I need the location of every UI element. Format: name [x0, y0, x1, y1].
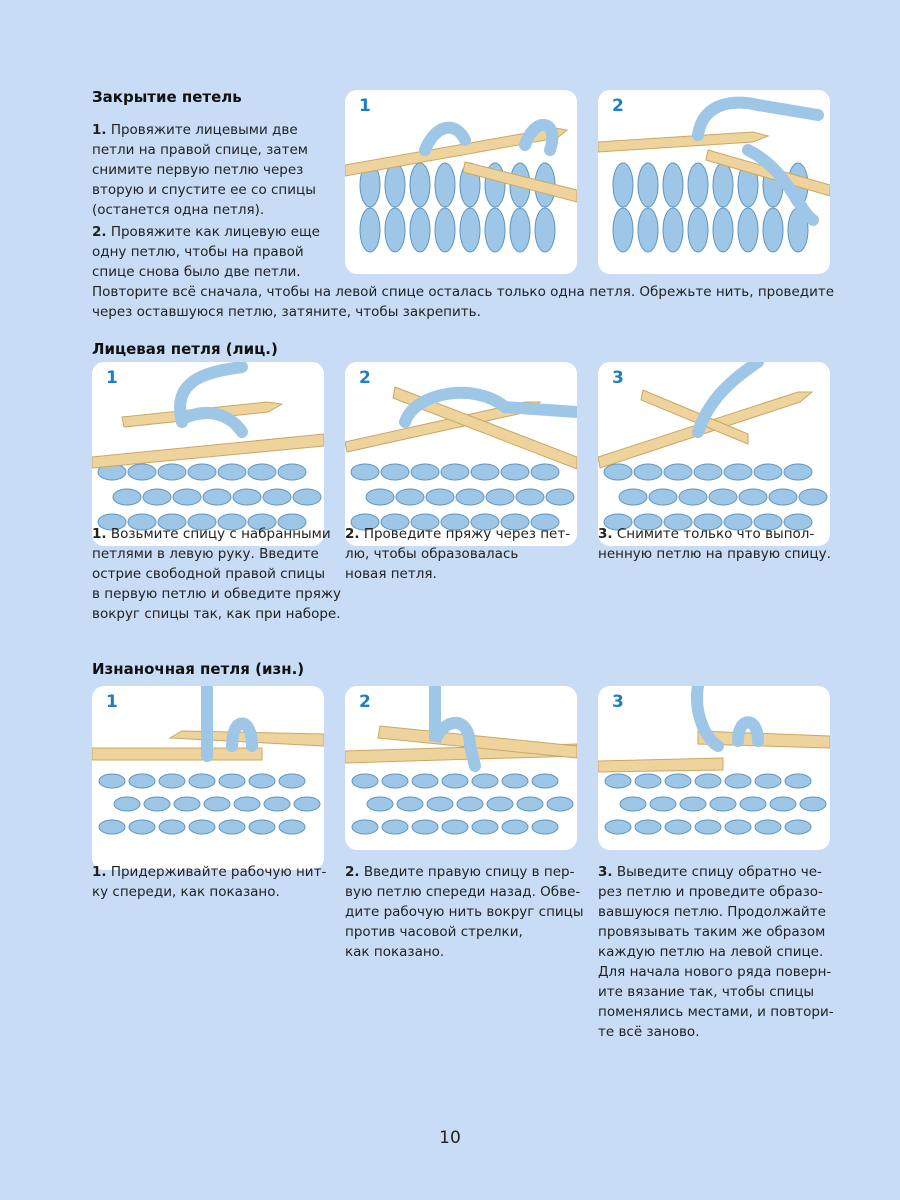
- step-text-line: поменялись местами, и повтори-: [598, 1004, 834, 1020]
- continue-text-line: через оставшуюся петлю, затяните, чтобы закрепить.: [92, 304, 481, 320]
- step-text-line: острие свободной правой спицы: [92, 566, 326, 582]
- step-text-line: ите вязание так, чтобы спицы: [598, 984, 815, 1000]
- bindoff-step-2: [92, 222, 320, 282]
- step-text-line: как показано.: [345, 944, 445, 960]
- step-number: 1.: [92, 864, 107, 880]
- step-text-line: дите рабочую нить вокруг спицы: [345, 904, 584, 920]
- step-text-line: каждую петлю на левой спице.: [598, 944, 824, 960]
- step-text-line: снимите первую петлю через: [92, 162, 304, 178]
- knitting-illustration: [345, 90, 577, 274]
- step-text-line: вавшуюся петлю. Продолжайте: [598, 904, 826, 920]
- step-text-line: вую петлю спереди назад. Обве-: [345, 884, 581, 900]
- purl-step-1: [92, 862, 326, 902]
- step-text-line: Для начала нового ряда поверн-: [598, 964, 832, 980]
- panel-number: 1: [106, 692, 118, 712]
- knit-illustration-2: [345, 362, 577, 546]
- step-text-line: вторую и спустите ее со спицы: [92, 182, 316, 198]
- knitting-illustration: [92, 686, 324, 850]
- step-text-line: (останется одна петля).: [92, 202, 265, 218]
- knit-step-3: [598, 524, 831, 564]
- bindoff-illustration-2: [598, 90, 830, 274]
- knit-step-1: [92, 524, 341, 624]
- panel-number: 2: [359, 692, 371, 712]
- bindoff-step-1: [92, 120, 316, 220]
- bindoff-continue-text: [92, 282, 834, 322]
- panel-number: 2: [612, 96, 624, 116]
- step-text-line: Введите правую спицу в пер-: [363, 864, 575, 880]
- bindoff-heading: Закрытие петель: [92, 88, 242, 106]
- knitting-illustration: [598, 362, 830, 546]
- knit-step-2: [345, 524, 570, 584]
- bindoff-illustration-1: [345, 90, 577, 274]
- step-number: 2.: [345, 526, 360, 542]
- purl-step-2: [345, 862, 584, 962]
- step-text-line: петлями в левую руку. Введите: [92, 546, 319, 562]
- knitting-illustration: [598, 686, 830, 850]
- knit-illustration-1: [92, 362, 324, 546]
- step-text-line: лю, чтобы образовалась: [345, 546, 519, 562]
- step-number: 1.: [92, 122, 107, 138]
- purl-illustration-2: [345, 686, 577, 850]
- page-number: 10: [439, 1128, 461, 1148]
- knitting-illustration: [345, 362, 577, 546]
- step-text-line: новая петля.: [345, 566, 437, 582]
- step-text-line: Возьмите спицу с набранными: [110, 526, 331, 542]
- knitting-illustration: [598, 90, 830, 274]
- panel-number: 1: [106, 368, 118, 388]
- knit-illustration-3: [598, 362, 830, 546]
- purl-illustration-3: [598, 686, 830, 850]
- step-text-line: Выведите спицу обратно че-: [616, 864, 822, 880]
- panel-number: 3: [612, 692, 624, 712]
- knit-stitch-heading: Лицевая петля (лиц.): [92, 340, 278, 358]
- step-number: 3.: [598, 526, 613, 542]
- panel-number: 1: [359, 96, 371, 116]
- step-number: 1.: [92, 526, 107, 542]
- step-text-line: Провяжите лицевыми две: [110, 122, 298, 138]
- panel-number: 3: [612, 368, 624, 388]
- step-text-line: провязывать таким же образом: [598, 924, 826, 940]
- step-text-line: Снимите только что выпол-: [616, 526, 815, 542]
- step-text-line: в первую петлю и обведите пряжу: [92, 586, 341, 602]
- step-text-line: одну петлю, чтобы на правой: [92, 244, 304, 260]
- step-text-line: вокруг спицы так, как при наборе.: [92, 606, 341, 622]
- step-number: 2.: [345, 864, 360, 880]
- step-number: 2.: [92, 224, 107, 240]
- purl-step-3: [598, 862, 834, 1042]
- purl-illustration-1: [92, 686, 324, 870]
- step-text-line: спице снова было две петли.: [92, 264, 301, 280]
- step-text-line: против часовой стрелки,: [345, 924, 523, 940]
- panel-number: 2: [359, 368, 371, 388]
- step-text-line: ненную петлю на правую спицу.: [598, 546, 831, 562]
- purl-stitch-heading: Изнаночная петля (изн.): [92, 660, 305, 678]
- step-text-line: Провяжите как лицевую еще: [110, 224, 320, 240]
- step-text-line: рез петлю и проведите образо-: [598, 884, 823, 900]
- step-number: 3.: [598, 864, 613, 880]
- continue-text-line: Повторите всё сначала, чтобы на левой спице осталась только одна петля. Обрежьте нить, проведите: [92, 284, 835, 300]
- step-text-line: петли на правой спице, затем: [92, 142, 308, 158]
- knitting-illustration: [345, 686, 577, 850]
- step-text-line: те всё заново.: [598, 1024, 700, 1040]
- knitting-illustration: [92, 362, 324, 546]
- step-text-line: Проведите пряжу через пет-: [363, 526, 571, 542]
- step-text-line: ку спереди, как показано.: [92, 884, 280, 900]
- step-text-line: Придерживайте рабочую нит-: [110, 864, 327, 880]
